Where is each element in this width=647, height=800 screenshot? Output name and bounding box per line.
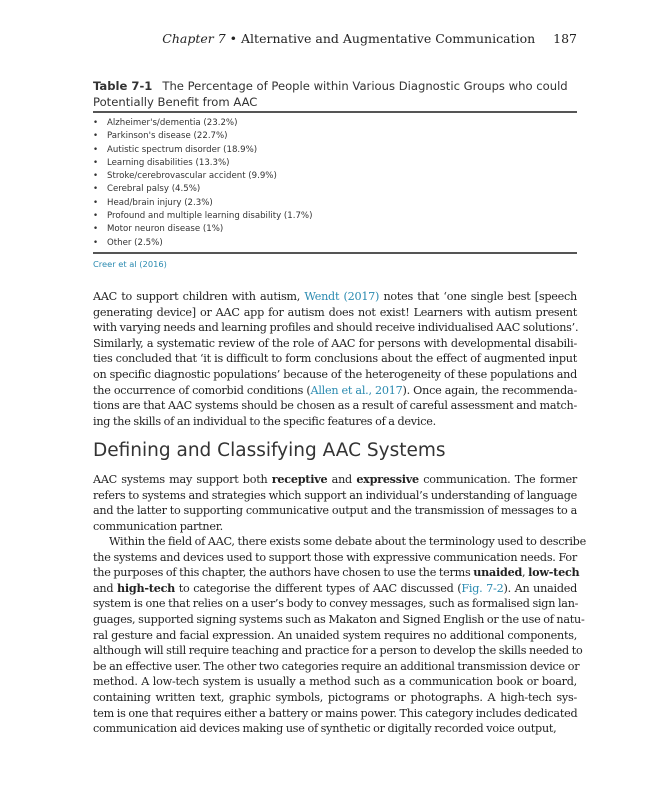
- section-heading: Defining and Classifying AAC Systems: [93, 440, 446, 461]
- table-source-link[interactable]: Creer et al (2016): [93, 259, 167, 269]
- text-run: generating device] or AAC app for autism does not exist! Learners with autism present: [93, 305, 577, 319]
- page-number: 187: [553, 31, 577, 46]
- bold-term: low-tech: [528, 565, 580, 580]
- text-run: method. A low-tech system is usually a method such as a communication book or board,: [93, 675, 577, 689]
- list-item: • Head/brain injury (2.3%): [93, 197, 312, 210]
- text-line: [93, 320, 577, 336]
- text-line: [93, 721, 577, 737]
- text-run: ing the skills of an individual to the specific features of a device.: [93, 414, 436, 428]
- list-item: • Parkinson's disease (22.7%): [93, 130, 312, 143]
- bold-term: high-tech: [117, 580, 176, 595]
- text-run: tions are that AAC systems should be chosen as a result of careful assessment and match-: [93, 399, 577, 413]
- citation-link[interactable]: Allen et al., 2017: [310, 383, 403, 397]
- text-run: system is one that relies on a user’s body to convey messages, such as formalised sign lan-: [93, 597, 579, 611]
- text-line: [93, 581, 577, 597]
- text-run: be an effective user. The other two categories require an additional transmission device or: [93, 659, 580, 673]
- text-run: tem is one that requires either a battery or mains power. This category includes dedicated: [93, 706, 578, 720]
- bold-term: unaided: [473, 565, 523, 580]
- text-run: containing written text, graphic symbols, pictograms or photographs. A high-tech sys-: [93, 690, 577, 704]
- table-bottom-rule: [93, 252, 577, 254]
- text-line: [93, 336, 577, 352]
- text-line: [93, 488, 577, 504]
- chapter-number: Chapter 7: [162, 31, 226, 46]
- text-run: communication. The former: [418, 473, 577, 486]
- text-line: [93, 519, 577, 535]
- diagnostic-groups-list: [93, 117, 312, 250]
- text-run: to categorise the different types of AAC discussed (: [175, 581, 462, 595]
- list-item: • Learning disabilities (13.3%): [93, 157, 312, 170]
- paragraph-1: [93, 289, 577, 429]
- text-run: Within the field of AAC, there exists some debate about the terminology used to describe: [109, 535, 586, 548]
- table-caption: [93, 78, 577, 110]
- text-run: with varying needs and learning profiles and should receive individualised AAC solutions’.: [93, 321, 579, 335]
- text-run: communication aid devices making use of synthetic or digitally recorded voice output,: [93, 722, 557, 736]
- table-label: Table 7-1: [93, 79, 153, 93]
- text-run: ties concluded that ‘it is difficult to form conclusions about the effect of augmented input: [93, 352, 577, 366]
- citation-link[interactable]: Wendt (2017): [304, 290, 380, 303]
- text-run: ). An unaided: [503, 581, 578, 595]
- list-item: • Cerebral palsy (4.5%): [93, 183, 312, 196]
- paragraph-2: [93, 472, 577, 534]
- text-line: [93, 534, 586, 550]
- text-run: ). Once again, the recommenda-: [402, 383, 577, 397]
- text-run: communication partner.: [93, 519, 223, 533]
- text-line: [93, 383, 577, 399]
- text-line: [93, 674, 577, 690]
- text-run: refers to systems and strategies which support an individual’s understanding of language: [93, 488, 577, 502]
- text-run: AAC systems may support both: [93, 473, 272, 486]
- text-line: [93, 351, 577, 367]
- table-top-rule: [93, 111, 577, 113]
- table-title: The Percentage of People within Various Diagnostic Groups who could Potentially Benefit from AAC: [93, 79, 568, 109]
- chapter-title: Alternative and Augmentative Communication: [241, 31, 536, 46]
- text-run: the systems and devices used to support those with expressive communication needs. For: [93, 550, 577, 564]
- text-run: Similarly, a systematic review of the role of AAC for persons with developmental disabili-: [93, 336, 577, 350]
- text-run: although will still require teaching and practice for a person to develop the skills needed to: [93, 644, 583, 658]
- list-item: • Alzheimer's/dementia (23.2%): [93, 117, 312, 130]
- text-line: [93, 305, 577, 321]
- text-run: ral gesture and facial expression. An unaided system requires no additional components,: [93, 628, 577, 642]
- text-run: on specific diagnostic populations’ because of the heterogeneity of these populations and: [93, 367, 577, 381]
- text-line: [93, 414, 577, 430]
- text-line: [93, 503, 577, 519]
- running-header: [93, 31, 577, 46]
- text-line: [93, 596, 577, 612]
- text-line: [93, 643, 583, 659]
- text-line: [93, 628, 577, 644]
- text-run: the purposes of this chapter, the authors have chosen to use the terms: [93, 566, 474, 580]
- list-item: • Motor neuron disease (1%): [93, 223, 312, 236]
- bold-term: expressive: [356, 472, 419, 486]
- text-line: [93, 550, 577, 566]
- text-run: and: [93, 581, 118, 595]
- header-bullet: •: [229, 31, 238, 46]
- text-run: AAC to support children with autism,: [93, 290, 305, 303]
- list-item: • Other (2.5%): [93, 237, 312, 250]
- text-run: and the latter to supporting communicative output and the transmission of messages to a: [93, 504, 577, 518]
- text-line: [93, 706, 577, 722]
- bold-term: receptive: [271, 472, 328, 486]
- text-line: [93, 472, 577, 488]
- text-run: notes that ‘one single best [speech: [379, 290, 577, 303]
- text-run: ,: [522, 566, 529, 580]
- text-line: [93, 690, 577, 706]
- text-line: [93, 565, 580, 581]
- text-line: [93, 398, 577, 414]
- text-line: [93, 659, 580, 675]
- paragraph-3: [93, 534, 586, 737]
- list-item: • Profound and multiple learning disability (1.7%): [93, 210, 312, 223]
- text-run: the occurrence of comorbid conditions (: [93, 383, 311, 397]
- citation-link[interactable]: Fig. 7-2: [461, 581, 504, 595]
- text-line: [93, 612, 585, 628]
- text-run: guages, supported signing systems such as Makaton and Signed English or the use of natu-: [93, 612, 585, 626]
- text-line: [93, 289, 577, 305]
- text-run: and: [327, 473, 357, 486]
- list-item: • Stroke/cerebrovascular accident (9.9%): [93, 170, 312, 183]
- list-item: • Autistic spectrum disorder (18.9%): [93, 144, 312, 157]
- text-line: [93, 367, 577, 383]
